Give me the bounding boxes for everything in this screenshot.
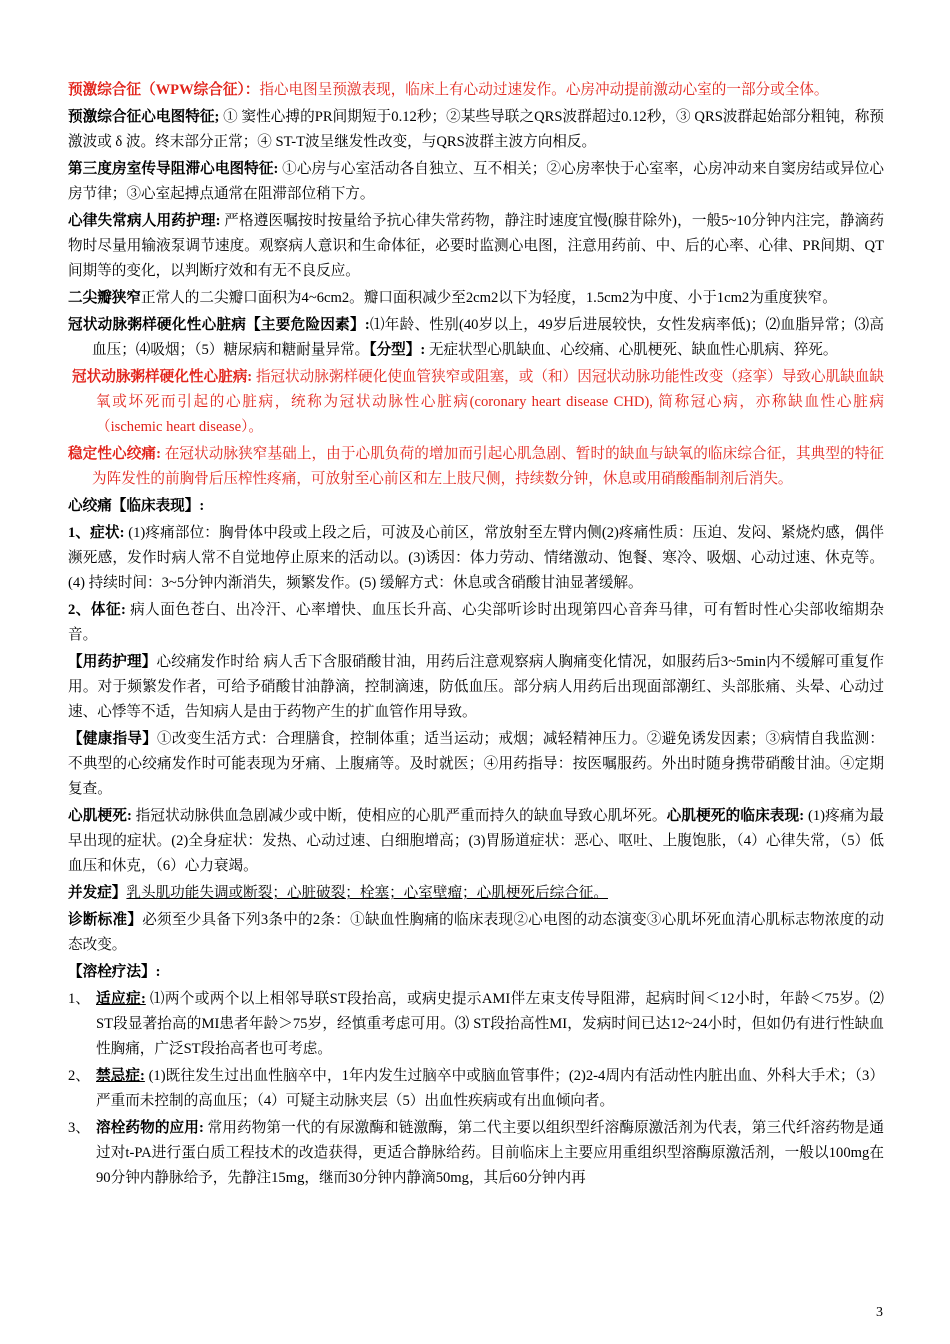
term: 【健康指导】 bbox=[68, 731, 158, 747]
body-text: 常用药物第一代的有尿激酶和链激酶，第二代主要以组织型纤溶酶原激活剂为代表，第三代纤溶药物是通过对t-PA进行蛋白质工程技术的改造获得，更适合静脉给药。目前临床上主要应用重组织型溶酶原激活剂，一般以100mg在90分钟内静脉给予，先静注15mg，继而30分钟内静滴50mg，其后60分钟内再 bbox=[96, 1120, 884, 1186]
body-text: ① 窦性心搏的PR间期短于0.12秒；②某些导联之QRS波群超过0.12秒，③ QRS波群起始部分粗钝，称预激波或 δ 波。终末部分正常；④ ST-T波呈继发性改变，与QRS波群主波方向相反。 bbox=[68, 109, 884, 150]
body-text: (1)疼痛部位：胸骨体中段或上段之后，可波及心前区，常放射至左臂内侧(2)疼痛性质：压迫、发闷、紧烧灼感，偶伴濒死感，发作时病人常不自觉地停止原来的活动以。(3)诱因：体力劳动、情绪激动、饱餐、寒冷、吸烟、心动过速、休克等。(4) 持续时间：3~5分钟内渐消失，频繁发作。(5) 缓解方式：休息或含硝酸甘油显著缓解。 bbox=[68, 525, 884, 591]
item-body bbox=[96, 987, 884, 1062]
body-text: ①改变生活方式：合理膳食，控制体重；适当运动；戒烟；减轻精神压力。②避免诱发因素；③病情自我监测：不典型的心绞痛发作时可能表现为牙痛、上腹痛等。及时就医；④用药指导：按医嘱服药。外出时随身携带硝酸甘油。④定期复查。 bbox=[68, 731, 884, 797]
item-body bbox=[96, 1064, 884, 1114]
body-text: 心绞痛发作时给 病人舌下含服硝酸甘油，用药后注意观察病人胸痛变化情况，如服药后3~5min内不缓解可重复作用。对于频繁发作者，可给予硝酸甘油静滴，控制滴速，防低血压。部分病人用药后出现面部潮红、头部胀痛、头晕、心动过速、心悸等不适，告知病人是由于药物产生的扩血管作用导致。 bbox=[68, 654, 884, 720]
health-guidance bbox=[68, 727, 884, 802]
list-item bbox=[68, 987, 884, 1062]
term: 1、症状: bbox=[68, 525, 125, 541]
stable-angina-definition bbox=[68, 442, 884, 492]
chd-risk-factors bbox=[68, 313, 884, 363]
complications bbox=[68, 881, 884, 906]
list-item bbox=[68, 1064, 884, 1114]
chd-definition bbox=[68, 365, 884, 440]
term: 【用药护理】 bbox=[68, 654, 157, 670]
term: 心律失常病人用药护理: bbox=[68, 213, 221, 229]
item-body bbox=[96, 1116, 884, 1191]
body-text: 乳头肌功能失调或断裂；心脏破裂；栓塞；心室壁瘤；心肌梗死后综合征。 bbox=[126, 885, 608, 901]
term: 禁忌症: bbox=[96, 1068, 145, 1084]
definition-text: 指心电图呈预激表现，临床上有心动过速发作。心房冲动提前激动心室的一部分或全体。 bbox=[259, 82, 829, 98]
term: 心肌梗死的临床表现: bbox=[666, 808, 805, 824]
thrombolysis-heading: 【溶栓疗法】: bbox=[68, 964, 161, 980]
body-text: 病人面色苍白、出冷汗、心率增快、血压长升高、心尖部听诊时出现第四心音奔马律，可有暂时性心尖部收缩期杂音。 bbox=[68, 602, 884, 643]
body-text: ⑴两个或两个以上相邻导联ST段抬高，或病史提示AMI伴左束支传导阻滞，起病时间＜12小时，年龄＜75岁。⑵ ST段显著抬高的MI患者年龄＞75岁，经慎重考虑可用。⑶ ST段抬高性MI，发病时间已达12~24小时，但如仍有进行性缺血性胸痛，广泛ST段抬高者也可考虑。 bbox=[96, 991, 884, 1057]
mitral-stenosis bbox=[68, 286, 884, 311]
angina-heading: 心绞痛【临床表现】: bbox=[68, 498, 205, 514]
arrhythmia-medication-care bbox=[68, 209, 884, 284]
term: 溶栓药物的应用: bbox=[96, 1120, 204, 1136]
term: 稳定性心绞痛: bbox=[68, 446, 161, 462]
term: 适应症: bbox=[96, 991, 146, 1007]
body-text: 无症状型心肌缺血、心绞痛、心肌梗死、缺血性心肌病、猝死。 bbox=[425, 342, 838, 358]
term: 2、体征: bbox=[68, 602, 126, 618]
term: 冠状动脉粥样硬化性心脏病【主要危险因素】: bbox=[68, 317, 370, 333]
body-text: 严格遵医嘱按时按量给予抗心律失常药物，静注时速度宜慢(腺苷除外)，一般5~10分钟内注完，静滴药物时尽量用输液泵调节速度。观察病人意识和生命体征，必要时监测心电图，注意用药前、中、后的心率、心律、PR间期、QT间期等的变化，以判断疗效和有无不良反应。 bbox=[68, 213, 884, 279]
term: 心肌梗死: bbox=[68, 808, 132, 824]
diagnostic-criteria bbox=[68, 908, 884, 958]
term: 预激综合征（WPW综合征）： bbox=[68, 82, 260, 98]
body-text: 指冠状动脉供血急剧减少或中断，使相应的心肌严重而持久的缺血导致心肌坏死。 bbox=[131, 808, 667, 824]
page-number: 3 bbox=[876, 1305, 883, 1320]
item-number: 3、 bbox=[68, 1120, 90, 1136]
term: 【分型】: bbox=[369, 342, 426, 358]
wpw-definition bbox=[68, 78, 884, 103]
wpw-ecg-features bbox=[68, 105, 884, 155]
body-text: 正常人的二尖瓣口面积为4~6cm2。瓣口面积减少至2cm2以下为轻度，1.5cm2为中度、小于1cm2为重度狭窄。 bbox=[140, 290, 837, 306]
item-number: 1、 bbox=[68, 991, 90, 1007]
term: 冠状动脉粥样硬化性心脏病: bbox=[72, 369, 253, 385]
body-text: ①心房与心室活动各自独立、互不相关；②心房率快于心室率，心房冲动来自窦房结或异位心房节律；③心室起搏点通常在阻滞部位稍下方。 bbox=[68, 161, 884, 202]
term: 并发症】 bbox=[68, 885, 127, 901]
body-text: 必须至少具备下列3条中的2条：①缺血性胸痛的临床表现②心电图的动态演变③心肌坏死血清心肌标志物浓度的动态改变。 bbox=[68, 912, 884, 953]
angina-symptoms bbox=[68, 521, 884, 596]
angina-signs bbox=[68, 598, 884, 648]
body-text: (1)既往发生过出血性脑卒中，1年内发生过脑卒中或脑血管事件；(2)2-4周内有活动性内脏出血、外科大手术；（3）严重而未控制的高血压；（4）可疑主动脉夹层（5）出血性疾病或有出血倾向者。 bbox=[96, 1068, 884, 1109]
definition-text: 在冠状动脉狭窄基础上，由于心肌负荷的增加而引起心肌急剧、暂时的缺血与缺氧的临床综合征，其典型的特征为阵发性的前胸骨后压榨性疼痛，可放射至心前区和左上肢尺侧，持续数分钟，休息或用硝酸酯制剂后消失。 bbox=[92, 446, 884, 487]
term: 第三度房室传导阻滞心电图特征: bbox=[68, 161, 279, 177]
third-degree-av-block bbox=[68, 157, 884, 207]
body-text: ⑴年龄、性别(40岁以上，49岁后进展较快，女性发病率低)；⑵血脂异常；⑶高血压；⑷吸烟；（5）糖尿病和糖耐量异常。 bbox=[92, 317, 884, 358]
definition-text: 指冠状动脉粥样硬化使血管狭窄或阻塞，或（和）因冠状动脉功能性改变（痉挛）导致心肌缺血缺氧或坏死而引起的心脏病，统称为冠状动脉性心脏病(coronary heart disease CHD), 简称冠心病，亦称缺血性心脏病（ischemic heart disease）。 bbox=[96, 369, 884, 435]
item-number: 2、 bbox=[68, 1068, 90, 1084]
term: 预激综合征心电图特征; bbox=[68, 109, 220, 125]
body-text: (1)疼痛为最早出现的症状。(2)全身症状：发热、心动过速、白细胞增高；(3)胃肠道症状：恶心、呕吐、上腹饱胀，（4）心律失常，（5）低血压和休克，（6）心力衰竭。 bbox=[68, 808, 884, 874]
list-item bbox=[68, 1116, 884, 1191]
term: 二尖瓣狭窄 bbox=[68, 290, 141, 306]
mi-definition bbox=[68, 804, 884, 879]
term: 诊断标准】 bbox=[68, 912, 143, 928]
medication-care bbox=[68, 650, 884, 725]
